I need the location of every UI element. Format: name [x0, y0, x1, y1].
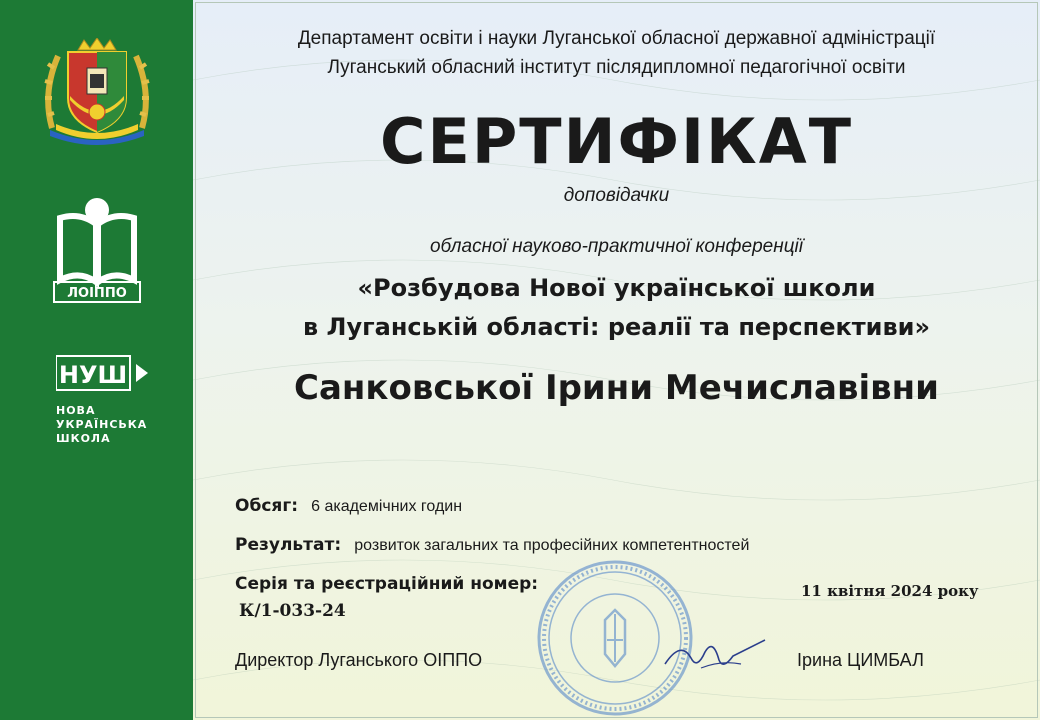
director-position: Директор Луганського ОІППО	[235, 650, 483, 670]
conference-type: обласної науково-практичної конференції	[429, 236, 804, 257]
nush-caption	[56, 404, 147, 446]
volume-value: 6 академічних годин	[311, 498, 463, 515]
serial-label: Серія та реєстраційний номер:	[235, 574, 539, 594]
serial-value: К/1-033-24	[239, 601, 346, 621]
loippo-book-icon	[50, 190, 144, 306]
header-line-1: Департамент освіти і науки Луганської обласної державної адміністрації	[297, 28, 936, 49]
result-value: розвиток загальних та професійних компетентностей	[354, 537, 750, 554]
header-line-2: Луганський обласний інститут післядипломної педагогічної освіти	[327, 57, 906, 78]
volume-label: Обсяг:	[235, 496, 298, 516]
recipient-name: Санковської Ірини Мечиславівни	[294, 368, 939, 408]
nush-line-3: ШКОЛА	[56, 432, 111, 445]
nush-logo-icon	[56, 354, 152, 394]
signature-scribble	[661, 630, 771, 680]
director-name: Ірина ЦИМБАЛ	[797, 650, 924, 670]
sidebar	[0, 0, 193, 720]
conference-name-line-2: в Луганській області: реалії та перспективи»	[302, 313, 930, 341]
certificate-subtitle: доповідачки	[563, 185, 670, 206]
issue-date: 11 квітня 2024 року	[801, 582, 979, 600]
nush-line-1: НОВА	[56, 404, 96, 417]
nush-logo-text: НУШ	[58, 361, 128, 389]
certificate-body	[193, 0, 1040, 720]
nush-line-2: УКРАЇНСЬКА	[56, 418, 148, 431]
result-label: Результат:	[235, 535, 342, 555]
coat-of-arms-icon	[40, 38, 154, 148]
result-row	[235, 535, 749, 555]
conference-name-line-1: «Розбудова Нової української школи	[357, 274, 876, 302]
loippo-label: ЛОІППО	[67, 286, 127, 301]
certificate-title: СЕРТИФІКАТ	[380, 105, 853, 178]
volume-row	[235, 496, 462, 516]
